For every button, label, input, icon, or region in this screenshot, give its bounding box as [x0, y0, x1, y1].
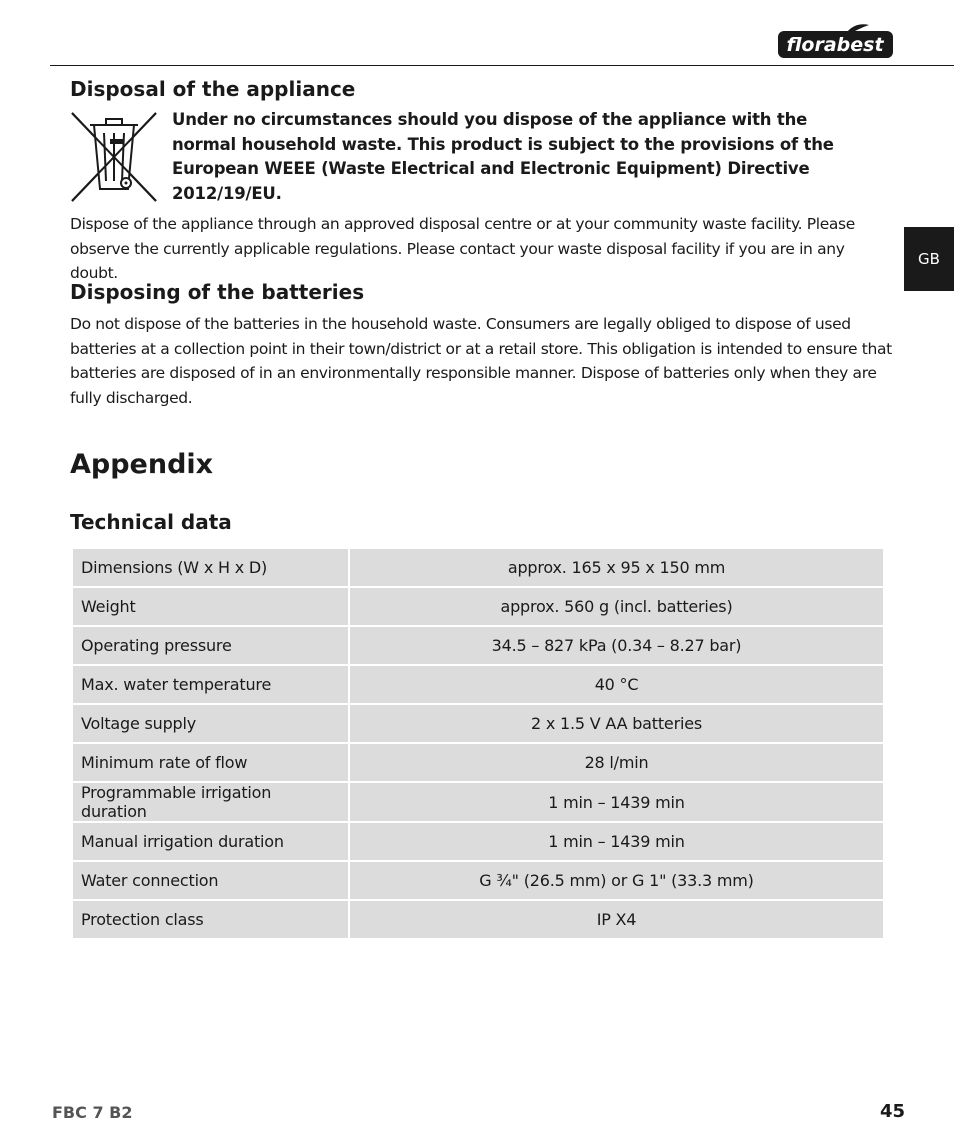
header-rule	[50, 65, 954, 66]
spec-value: 28 l/min	[350, 744, 883, 781]
spec-value: approx. 165 x 95 x 150 mm	[350, 549, 883, 586]
technical-data-heading: Technical data	[70, 510, 232, 534]
appendix-heading: Appendix	[70, 449, 214, 480]
spec-label: Operating pressure	[73, 627, 348, 664]
page-number: 45	[880, 1101, 906, 1122]
crossed-out-bin-icon	[70, 111, 158, 203]
spec-label: Protection class	[73, 901, 348, 938]
disposal-batteries-text: Do not dispose of the batteries in the household waste. Consumers are legally obliged to dispose of used batteries at a collection point in their town/district or at a retail store. This obligation is intended to ensure that batteries are disposed of in an environmentally responsible manner. Dispose of batteries only when they are fully discharged.	[70, 315, 892, 407]
table-row	[73, 666, 883, 703]
spec-value: 1 min – 1439 min	[350, 783, 883, 821]
spec-value: 34.5 – 827 kPa (0.34 – 8.27 bar)	[350, 627, 883, 664]
table-row	[73, 549, 883, 586]
table-row	[73, 627, 883, 664]
footer-model: FBC 7 B2	[52, 1103, 133, 1122]
table-row	[73, 823, 883, 860]
weee-warning: Under no circumstances should you dispose of the appliance with the normal household waste. This product is subject to the provisions of the European WEEE (Waste Electrical and Electronic Equipment) Directive 2012/19/EU.	[172, 110, 834, 203]
spec-value: 1 min – 1439 min	[350, 823, 883, 860]
table-row	[73, 783, 883, 821]
table-row	[73, 588, 883, 625]
florabest-logo	[777, 24, 894, 60]
spec-value: 2 x 1.5 V AA batteries	[350, 705, 883, 742]
spec-value: 40 °C	[350, 666, 883, 703]
spec-label: Max. water temperature	[73, 666, 348, 703]
table-row	[73, 901, 883, 938]
spec-label: Weight	[73, 588, 348, 625]
table-row	[73, 744, 883, 781]
spec-label: Voltage supply	[73, 705, 348, 742]
spec-value: IP X4	[350, 901, 883, 938]
technical-data-table	[71, 547, 885, 940]
spec-label: Water connection	[73, 862, 348, 899]
logo-text: florabest	[786, 34, 884, 56]
spec-label: Manual irrigation duration	[73, 823, 348, 860]
disposal-appliance-text: Dispose of the appliance through an approved disposal centre or at your community waste facility. Please observe the currently applicable regulations. Please contact your waste disposal facility if you are in any doubt.	[70, 215, 855, 282]
spec-label: Dimensions (W x H x D)	[73, 549, 348, 586]
spec-label: Programmable irrigation duration	[73, 783, 348, 821]
spec-label: Minimum rate of flow	[73, 744, 348, 781]
disposal-appliance-heading: Disposal of the appliance	[70, 77, 356, 101]
disposal-batteries-heading: Disposing of the batteries	[70, 280, 365, 304]
language-tab: GB	[904, 227, 954, 291]
spec-value: approx. 560 g (incl. batteries)	[350, 588, 883, 625]
table-row	[73, 862, 883, 899]
spec-value: G ¾" (26.5 mm) or G 1" (33.3 mm)	[350, 862, 883, 899]
table-row	[73, 705, 883, 742]
